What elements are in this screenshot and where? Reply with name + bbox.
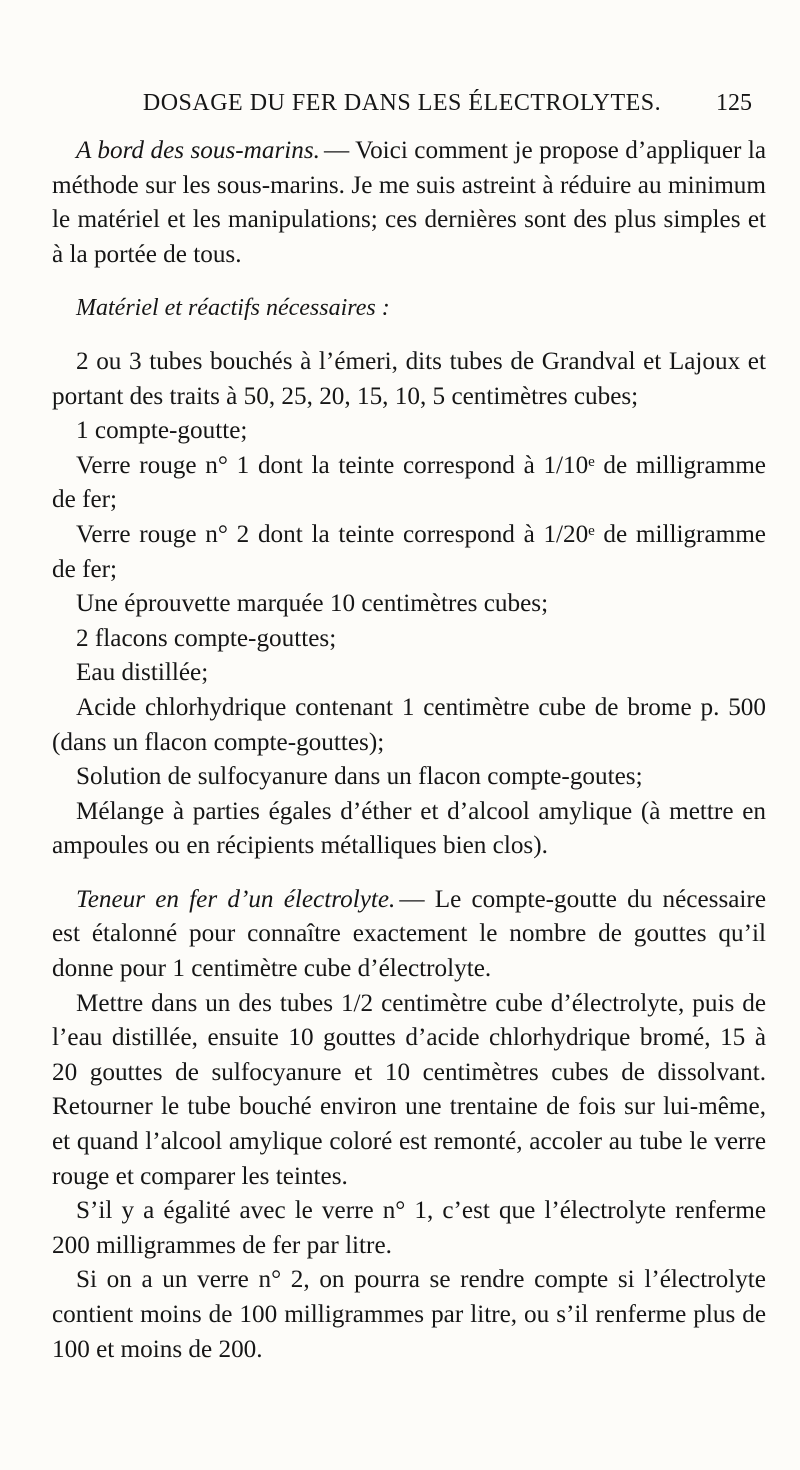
list-item: Verre rouge n° 2 dont la teinte correspond à 1/20ᵉ de milligramme de fer; — [52, 520, 766, 583]
em-dash: — — [399, 885, 425, 913]
list-item: Verre rouge n° 1 dont la teinte correspond à 1/10ᵉ de milligramme de fer; — [52, 451, 766, 514]
list-item: Mélange à parties égales d’éther et d’alcool amylique (à mettre en ampoules ou en récipients métalliques bien clos). — [52, 797, 766, 860]
paragraph-sous-marins — [52, 134, 766, 272]
list-item: Une éprouvette marquée 10 centimètres cubes; — [76, 590, 549, 618]
section-heading-materiel: Matériel et réactifs nécessaires : — [76, 295, 390, 322]
paragraph-text: Voici comment je propose d’appliquer la méthode sur les sous-marins. Je me suis astreint à réduire au minimum le matériel et les manipulations; ces dernières sont des plus simples et à la portée de tous. — [52, 137, 767, 268]
list-item: 2 flacons compte-gouttes; — [76, 624, 337, 652]
paragraph-procedure: Mettre dans un des tubes 1/2 centimètre cube d’électrolyte, puis de l’eau distillée, ensuite 10 gouttes d’acide chlorhydrique bromé, 15 à 20 gouttes de sulfocyanure et 10 centimètres cubes de dissolvant. Retourner le tube bouché environ une trentaine de fois sur lui-même, et quand l’alcool amylique coloré est remonté, accoler au tube le verre rouge et comparer les teintes. — [52, 989, 766, 1190]
list-item: Acide chlorhydrique contenant 1 centimètre cube de brome p. 500 (dans un flacon compte-gouttes); — [52, 693, 766, 756]
paragraph-verre-1: S’il y a égalité avec le verre n° 1, c’est que l’électrolyte renferme 200 milligrammes de fer par litre. — [52, 1197, 766, 1259]
running-title: DOSAGE DU FER DANS LES ÉLECTROLYTES. — [142, 90, 662, 116]
list-item: Eau distillée; — [76, 659, 209, 687]
em-dash: — — [323, 137, 350, 164]
page-body — [52, 134, 766, 1367]
run-in-heading: Teneur en fer d’un électrolyte. — [76, 885, 396, 913]
paragraph-text: Le compte-goutte du nécessaire est étalonné pour connaître exactement le nombre de gouttes qu’il donne pour 1 centimètre cube d’électrolyte. — [52, 885, 766, 983]
list-item: 1 compte-goutte; — [76, 417, 248, 445]
list-item: Solution de sulfocyanure dans un flacon compte-goutes; — [76, 763, 643, 791]
materiel-list — [52, 345, 766, 864]
paragraph-teneur — [52, 883, 766, 987]
page-number: 125 — [716, 90, 752, 116]
list-item: 2 ou 3 tubes bouchés à l’émeri, dits tubes de Grandval et Lajoux et portant des traits à 50, 25, 20, 15, 10, 5 centimètres cubes; — [52, 347, 766, 410]
page-header — [52, 90, 752, 124]
paragraph-verre-2: Si on a un verre n° 2, on pourra se rendre compte si l’électrolyte contient moins de 100 milligrammes par litre, ou s’il renferme plus de 100 et moins de 200. — [52, 1266, 766, 1363]
run-in-heading: A bord des sous-marins. — [76, 137, 320, 164]
